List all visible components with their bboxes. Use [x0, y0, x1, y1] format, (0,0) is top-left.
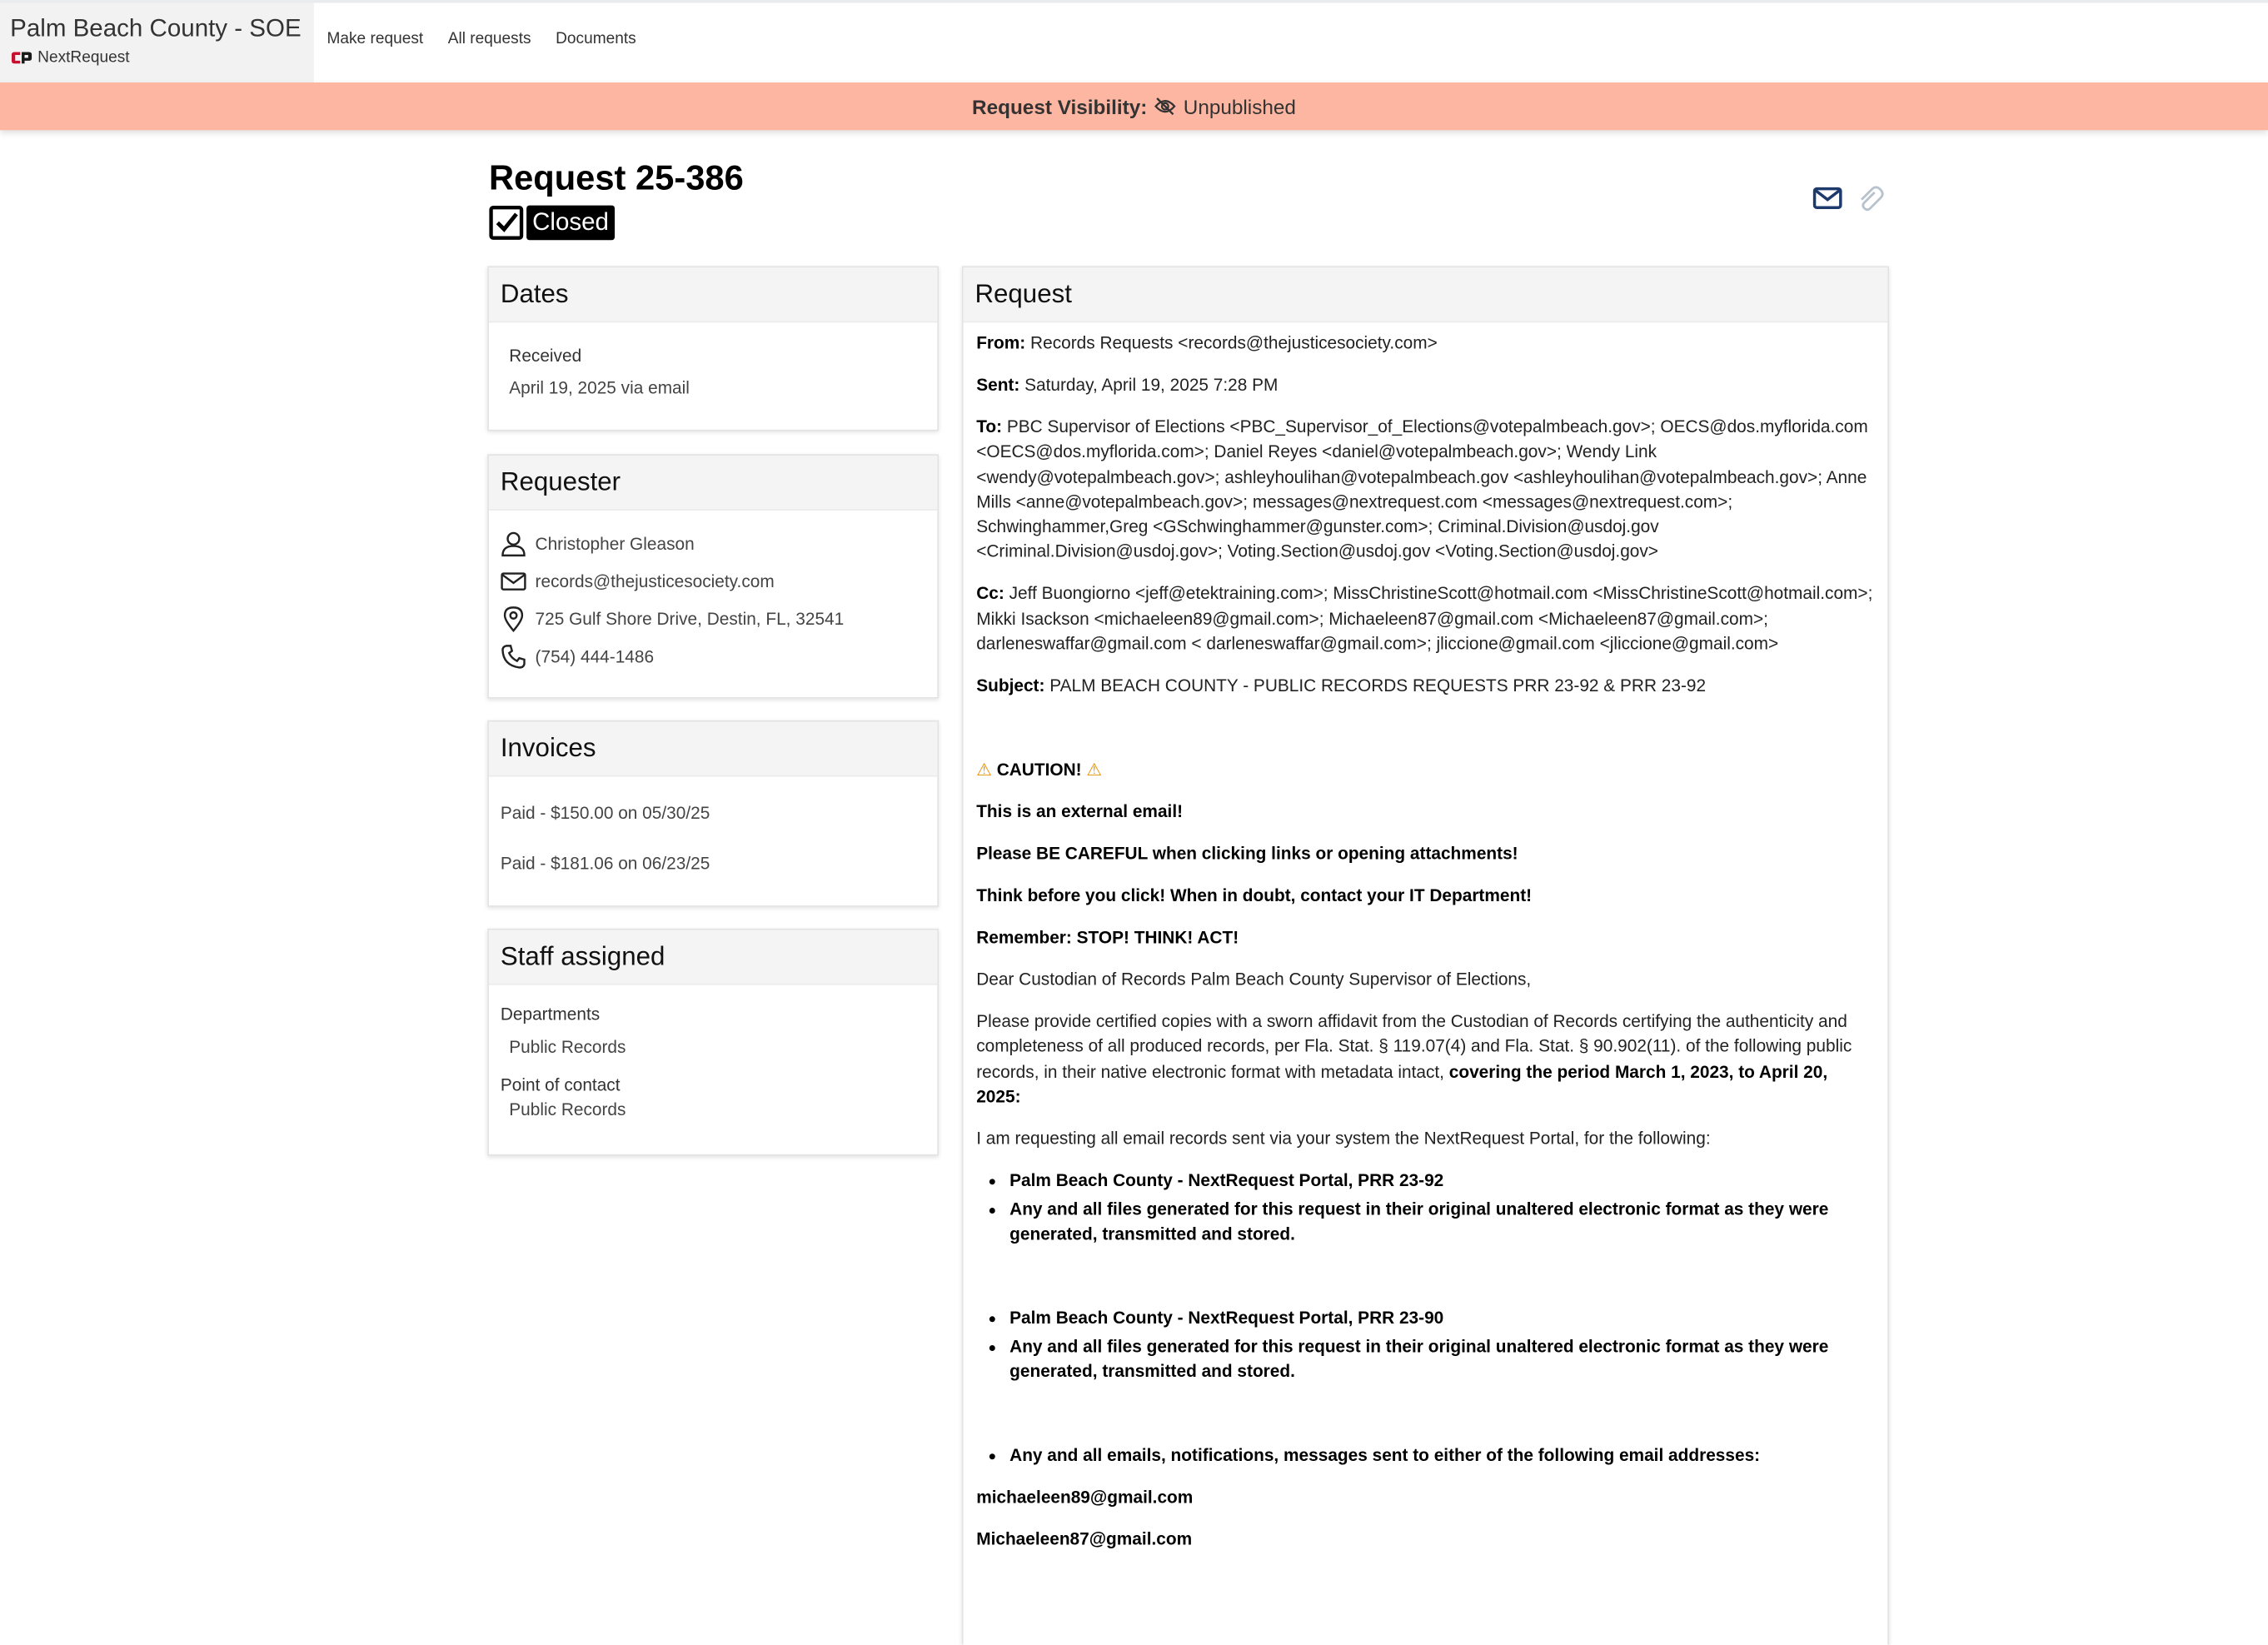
top-navbar [0, 0, 2268, 82]
map-pin-icon [501, 606, 526, 632]
product-logo [12, 49, 130, 67]
salutation: Dear Custodian of Records Palm Beach County Supervisor of Elections, [976, 969, 1532, 989]
invoice-item[interactable]: Paid - $150.00 on 05/30/25 [500, 802, 710, 824]
envelope-icon [501, 568, 526, 594]
invoices-card [487, 720, 939, 907]
list-item: • Any and all emails, notifications, messages sent to either of the following email addresses: [1009, 1444, 1876, 1469]
received-label: Received [509, 346, 582, 366]
user-icon [501, 531, 526, 556]
paperclip-icon[interactable] [1854, 184, 1884, 213]
status-badge [489, 206, 615, 241]
careful-text: Please BE CAREFUL when clicking links or opening attachments! [976, 843, 1518, 864]
subject-value: PALM BEACH COUNTY - PUBLIC RECORDS REQUESTS PRR 23-92 & PRR 23-92 [1049, 675, 1707, 696]
nextrequest-logo-icon [12, 52, 32, 64]
requester-address: 725 Gulf Shore Drive, Destin, FL, 32541 [535, 609, 845, 630]
status-text: Closed [526, 206, 615, 241]
request-heading: Request [964, 267, 1888, 322]
sent-label: Sent: [976, 374, 1020, 396]
paragraph-text: I am requesting all email records sent via your system the NextRequest Portal, for the following: [976, 1128, 1711, 1149]
checked-box-icon [489, 206, 524, 241]
requester-heading: Requester [489, 456, 937, 511]
to-label: To: [976, 416, 1003, 437]
received-value: April 19, 2025 via email [509, 377, 690, 398]
product-name: NextRequest [37, 49, 130, 67]
list-item: • Palm Beach County - NextRequest Portal, PRR 23-92 [1009, 1169, 1876, 1194]
warning-icon: ⚠ [1086, 759, 1103, 780]
to-value: PBC Supervisor of Elections <PBC_Supervisor_of_Elections@votepalmbeach.gov>; OECS@dos.myflorida.com <OECS@dos.myflorida.com>; Daniel Reyes <daniel@votepalmbeach.gov>; Wendy Link <wendy@votepalmbeach.gov>; ashleyhoulihan@votepalmbeach.gov <ashleyhoulihan@votepalmbeach.gov>; Anne Mills <anne@votepalmbeach.gov>; messages@nextrequest.com <messages@nextrequest.com>; Schwinghammer,Greg <GSchwinghammer@gunster.com>; Criminal.Division@usdoj.gov <Criminal.Division@usdoj.gov>; Voting.Section@usdoj.gov <Voting.Section@usdoj.gov> [976, 416, 1868, 562]
nav-make-request[interactable]: Make request [326, 30, 424, 48]
brand[interactable] [0, 2, 314, 82]
caution-text: CAUTION! [996, 759, 1082, 780]
requester-phone: (754) 444-1486 [535, 646, 655, 667]
external-email-text: This is an external email! [976, 801, 1184, 822]
point-of-contact-value: Public Records [509, 1099, 626, 1120]
visibility-label: Request Visibility: [972, 94, 1148, 118]
requester-name: Christopher Gleason [535, 533, 695, 555]
point-of-contact-label: Point of contact [500, 1074, 621, 1095]
staff-card [487, 929, 939, 1156]
cc-value: Jeff Buongiorno <jeff@etektraining.com>; MissChristineScott@hotmail.com <MissChristineScott@hotmail.com>; Mikki Isackson <michaeleen89@gmail.com>; Michaeleen87@gmail.com <Michaeleen87@gmail.com>; darleneswaffar@gmail.com < darleneswaffar@gmail.com>; jliccione@gmail.com <jliccione@gmail.com> [976, 583, 1873, 654]
requester-card [487, 454, 939, 698]
departments-value: Public Records [509, 1037, 626, 1058]
cc-label: Cc: [976, 583, 1004, 604]
departments-label: Departments [500, 1004, 601, 1024]
from-label: From: [976, 332, 1026, 353]
agency-name: Palm Beach County - SOE [10, 14, 302, 42]
paragraph-bold-text: covering the period March 1, 2023, to April 20, 2025: [976, 1060, 1828, 1107]
request-card [962, 267, 1889, 1645]
phone-icon [501, 644, 526, 670]
request-list [976, 1306, 1876, 1385]
request-body [976, 331, 1876, 1570]
request-title: Request 25-386 [488, 159, 744, 198]
remember-text: Remember: STOP! THINK! ACT! [976, 927, 1239, 948]
visibility-value: Unpublished [1183, 94, 1296, 118]
eye-slash-icon [1154, 97, 1176, 116]
request-list [976, 1169, 1876, 1248]
email-address: michaeleen89@gmail.com [976, 1487, 1194, 1508]
email-address: Michaeleen87@gmail.com [976, 1529, 1193, 1550]
email-icon[interactable] [1812, 184, 1842, 213]
paragraph-text: Please provide certified copies with a sworn affidavit from the Custodian of Records certifying the authenticity and completeness of all produced records, per Fla. Stat. § 119.07(4) and Fla. Stat. § 90.902(11). of the following public records, in their native electronic format with metadata intact, [976, 1010, 1852, 1082]
from-value: Records Requests <records@thejusticesociety.com> [1030, 332, 1438, 353]
list-item: • Any and all files generated for this request in their original unaltered electronic format as they were generated, transmitted and stored. [1009, 1335, 1876, 1385]
nav-all-requests[interactable]: All requests [447, 30, 531, 48]
nav-documents[interactable]: Documents [556, 30, 636, 48]
staff-heading: Staff assigned [489, 930, 937, 985]
list-item: • Any and all files generated for this request in their original unaltered electronic format as they were generated, transmitted and stored. [1009, 1197, 1876, 1247]
think-text: Think before you click! When in doubt, contact your IT Department! [976, 885, 1533, 906]
dates-card [487, 267, 939, 431]
invoices-heading: Invoices [489, 722, 937, 777]
invoice-item[interactable]: Paid - $181.06 on 06/23/25 [500, 853, 710, 874]
requester-email[interactable]: records@thejusticesociety.com [535, 571, 775, 592]
sent-value: Saturday, April 19, 2025 7:28 PM [1024, 374, 1279, 396]
list-item: • Palm Beach County - NextRequest Portal, PRR 23-90 [1009, 1306, 1876, 1331]
dates-heading: Dates [489, 267, 937, 322]
subject-label: Subject: [976, 675, 1045, 696]
visibility-banner [0, 82, 2268, 130]
warning-icon: ⚠ [976, 759, 992, 780]
request-list [976, 1444, 1876, 1469]
